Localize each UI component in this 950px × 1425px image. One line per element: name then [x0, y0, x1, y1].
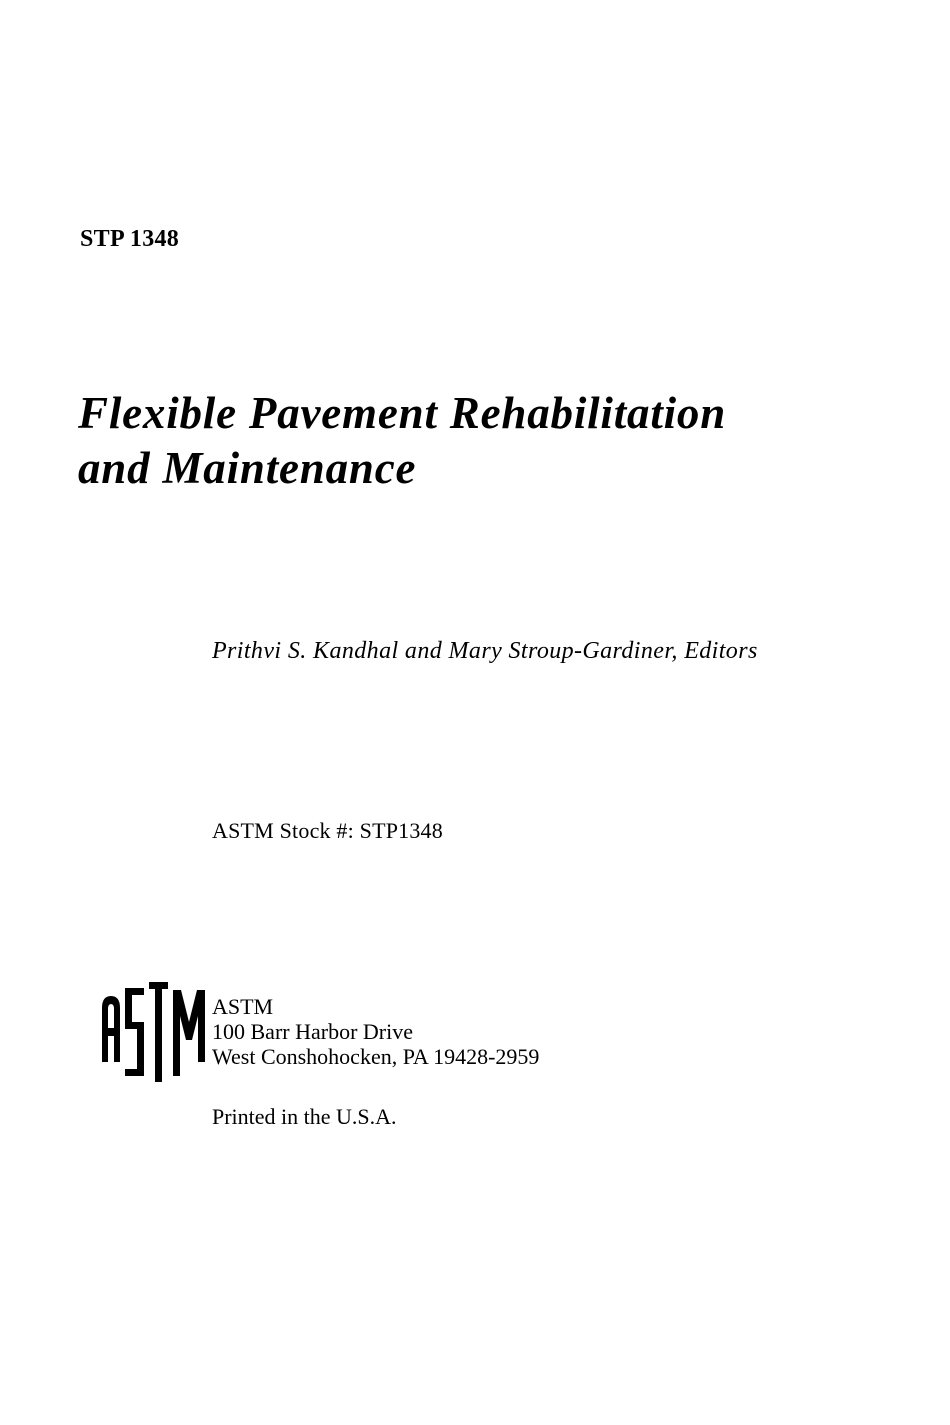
publisher-city: West Conshohocken, PA 19428-2959 — [212, 1044, 540, 1069]
book-title — [78, 386, 726, 496]
series-number: STP 1348 — [80, 226, 180, 252]
printed-in: Printed in the U.S.A. — [212, 1104, 397, 1129]
stock-number: ASTM Stock #: STP1348 — [212, 818, 443, 843]
publisher-address — [212, 994, 539, 1069]
title-line-1: Flexible Pavement Rehabilitation — [78, 388, 727, 438]
astm-logo-icon — [98, 982, 208, 1082]
publisher-name: ASTM — [212, 994, 274, 1019]
title-line-2: and Maintenance — [78, 443, 417, 493]
publisher-street: 100 Barr Harbor Drive — [212, 1019, 413, 1044]
editors-line: Prithvi S. Kandhal and Mary Stroup-Gardiner, Editors — [212, 638, 758, 664]
